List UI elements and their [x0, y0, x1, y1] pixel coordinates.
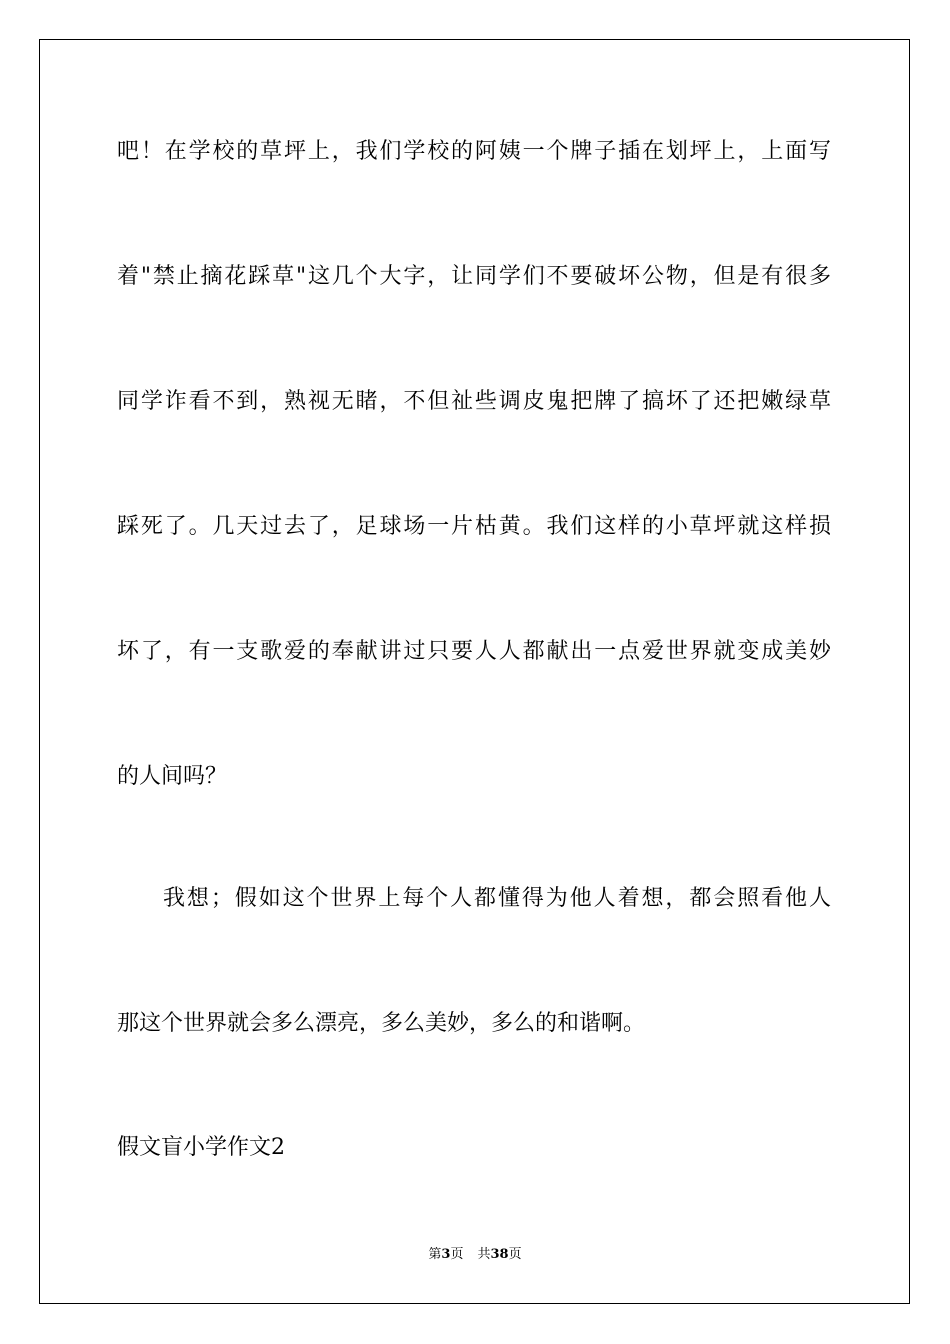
total-prefix: 共 — [477, 1247, 491, 1262]
body-text-line-6: 的人间吗？ — [117, 764, 228, 789]
page-footer — [0, 1247, 950, 1263]
body-text-line-8: 那这个世界就会多么漂亮，多么美妙，多么的和谐啊。 — [117, 1011, 646, 1036]
body-text-line-4: 踩死了。几天过去了，足球场一片枯黄。我们这样的小草坪就这样损 — [117, 514, 831, 539]
body-text-line-1: 吧！在学校的草坪上，我们学校的阿姨一个牌子插在划坪上，上面写 — [117, 139, 831, 164]
total-suffix: 页 — [508, 1247, 522, 1262]
body-text-line-7: 我想；假如这个世界上每个人都懂得为他人着想，都会照看他人 — [163, 886, 831, 911]
page-current: 3 — [441, 1247, 451, 1262]
page-suffix: 页 — [450, 1247, 464, 1262]
section-heading: 假文盲小学作文2 — [117, 1135, 285, 1160]
page-prefix: 第 — [428, 1247, 442, 1262]
body-text-line-5: 坏了，有一支歌爱的奉献讲过只要人人都献出一点爱世界就变成美妙 — [117, 639, 831, 664]
body-text-line-2: 着"禁止摘花踩草"这几个大字，让同学们不要破坏公物，但是有很多 — [117, 264, 831, 289]
page-border — [39, 39, 910, 1304]
page-total: 38 — [490, 1247, 509, 1262]
body-text-line-3: 同学诈看不到，熟视无睹，不但祉些调皮鬼把牌了搞坏了还把嫩绿草 — [117, 389, 831, 414]
